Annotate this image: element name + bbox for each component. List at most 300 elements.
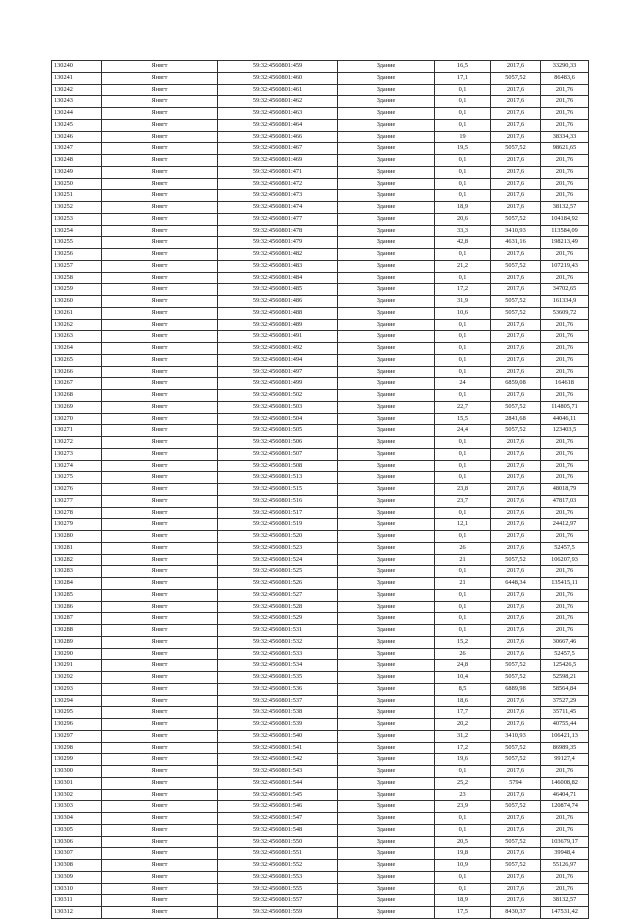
row-number-cell: 130306 <box>52 836 102 848</box>
table-row <box>52 401 589 413</box>
locality-cell: Янвгт <box>102 589 218 601</box>
row-number-cell: 130305 <box>52 824 102 836</box>
table-row <box>52 166 589 178</box>
area-cell: 0,1 <box>435 178 491 190</box>
object-type-cell: Здание <box>338 766 435 778</box>
cadastral-number-cell: 59:32:4560801:484 <box>218 272 338 284</box>
cadastral-number-cell: 59:32:4560801:523 <box>218 542 338 554</box>
locality-cell: Янвгт <box>102 108 218 120</box>
table-row <box>52 155 589 167</box>
area-cell: 23,7 <box>435 495 491 507</box>
area-cell: 0,1 <box>435 190 491 202</box>
object-type-cell: Здание <box>338 237 435 249</box>
locality-cell: Янвгт <box>102 871 218 883</box>
cadastral-number-cell: 59:32:4560801:471 <box>218 166 338 178</box>
row-number-cell: 130274 <box>52 460 102 472</box>
area-cell: 0,1 <box>435 96 491 108</box>
cadastral-value-cell: 201,76 <box>541 883 589 895</box>
specific-value-cell: 2017,6 <box>491 695 541 707</box>
cadastral-value-cell: 164618 <box>541 378 589 390</box>
row-number-cell: 130267 <box>52 378 102 390</box>
cadastral-number-cell: 59:32:4560801:463 <box>218 108 338 120</box>
area-cell: 42,8 <box>435 237 491 249</box>
area-cell: 0,1 <box>435 813 491 825</box>
cadastral-value-cell: 201,76 <box>541 190 589 202</box>
cadastral-number-cell: 59:32:4560801:513 <box>218 472 338 484</box>
cadastral-number-cell: 59:32:4560801:526 <box>218 578 338 590</box>
cadastral-number-cell: 59:32:4560801:520 <box>218 531 338 543</box>
specific-value-cell: 5057,52 <box>491 742 541 754</box>
cadastral-number-cell: 59:32:4560801:497 <box>218 366 338 378</box>
cadastral-number-cell: 59:32:4560801:546 <box>218 801 338 813</box>
row-number-cell: 130262 <box>52 319 102 331</box>
row-number-cell: 130285 <box>52 589 102 601</box>
specific-value-cell: 6448,34 <box>491 578 541 590</box>
cadastral-value-cell: 201,76 <box>541 824 589 836</box>
row-number-cell: 130248 <box>52 155 102 167</box>
cadastral-value-cell: 201,76 <box>541 319 589 331</box>
cadastral-value-cell: 201,76 <box>541 472 589 484</box>
locality-cell: Янвгт <box>102 531 218 543</box>
cadastral-value-cell: 201,76 <box>541 108 589 120</box>
row-number-cell: 130253 <box>52 213 102 225</box>
area-cell: 12,1 <box>435 519 491 531</box>
specific-value-cell: 2017,6 <box>491 343 541 355</box>
object-type-cell: Здание <box>338 378 435 390</box>
locality-cell: Янвгт <box>102 542 218 554</box>
area-cell: 26 <box>435 648 491 660</box>
locality-cell: Янвгт <box>102 613 218 625</box>
specific-value-cell: 2017,6 <box>491 895 541 907</box>
object-type-cell: Здание <box>338 742 435 754</box>
specific-value-cell: 2017,6 <box>491 766 541 778</box>
locality-cell: Янвгт <box>102 683 218 695</box>
object-type-cell: Здание <box>338 448 435 460</box>
specific-value-cell: 5057,52 <box>491 143 541 155</box>
cadastral-value-cell: 52457,5 <box>541 648 589 660</box>
cadastral-value-cell: 98621,65 <box>541 143 589 155</box>
cadastral-number-cell: 59:32:4560801:507 <box>218 448 338 460</box>
object-type-cell: Здание <box>338 895 435 907</box>
locality-cell: Янвгт <box>102 777 218 789</box>
object-type-cell: Здание <box>338 166 435 178</box>
cadastral-value-cell: 201,76 <box>541 366 589 378</box>
specific-value-cell: 2017,6 <box>491 871 541 883</box>
cadastral-value-cell: 201,76 <box>541 589 589 601</box>
row-number-cell: 130278 <box>52 507 102 519</box>
cadastral-value-cell: 201,76 <box>541 531 589 543</box>
table-row <box>52 695 589 707</box>
area-cell: 0,1 <box>435 766 491 778</box>
object-type-cell: Здание <box>338 601 435 613</box>
table-row <box>52 249 589 261</box>
row-number-cell: 130244 <box>52 108 102 120</box>
specific-value-cell: 5057,52 <box>491 296 541 308</box>
cadastral-value-cell: 201,76 <box>541 871 589 883</box>
cadastral-value-cell: 52598,21 <box>541 672 589 684</box>
table-row <box>52 343 589 355</box>
object-type-cell: Здание <box>338 789 435 801</box>
specific-value-cell: 6889,98 <box>491 683 541 695</box>
row-number-cell: 130300 <box>52 766 102 778</box>
row-number-cell: 130311 <box>52 895 102 907</box>
table-row <box>52 836 589 848</box>
locality-cell: Янвгт <box>102 448 218 460</box>
area-cell: 0,1 <box>435 601 491 613</box>
row-number-cell: 130301 <box>52 777 102 789</box>
specific-value-cell: 2017,6 <box>491 84 541 96</box>
object-type-cell: Здание <box>338 72 435 84</box>
table-row <box>52 801 589 813</box>
area-cell: 0,1 <box>435 119 491 131</box>
object-type-cell: Здание <box>338 472 435 484</box>
area-cell: 21,2 <box>435 260 491 272</box>
area-cell: 0,1 <box>435 589 491 601</box>
specific-value-cell: 5057,52 <box>491 554 541 566</box>
specific-value-cell: 2017,6 <box>491 354 541 366</box>
table-row <box>52 131 589 143</box>
specific-value-cell: 2017,6 <box>491 484 541 496</box>
object-type-cell: Здание <box>338 672 435 684</box>
area-cell: 19,8 <box>435 848 491 860</box>
row-number-cell: 130261 <box>52 307 102 319</box>
locality-cell: Янвгт <box>102 472 218 484</box>
area-cell: 22,7 <box>435 401 491 413</box>
row-number-cell: 130280 <box>52 531 102 543</box>
row-number-cell: 130287 <box>52 613 102 625</box>
table-row <box>52 378 589 390</box>
area-cell: 24,4 <box>435 425 491 437</box>
table-row <box>52 260 589 272</box>
object-type-cell: Здание <box>338 707 435 719</box>
object-type-cell: Здание <box>338 413 435 425</box>
specific-value-cell: 2017,6 <box>491 202 541 214</box>
object-type-cell: Здание <box>338 730 435 742</box>
row-number-cell: 130242 <box>52 84 102 96</box>
cadastral-value-cell: 86989,35 <box>541 742 589 754</box>
row-number-cell: 130296 <box>52 719 102 731</box>
row-number-cell: 130243 <box>52 96 102 108</box>
row-number-cell: 130279 <box>52 519 102 531</box>
cadastral-value-cell: 201,76 <box>541 566 589 578</box>
cadastral-value-cell: 161334,9 <box>541 296 589 308</box>
cadastral-value-cell: 38132,57 <box>541 202 589 214</box>
table-row <box>52 307 589 319</box>
locality-cell: Янвгт <box>102 460 218 472</box>
area-cell: 0,1 <box>435 249 491 261</box>
row-number-cell: 130290 <box>52 648 102 660</box>
cadastral-value-cell: 201,76 <box>541 766 589 778</box>
cadastral-number-cell: 59:32:4560801:532 <box>218 636 338 648</box>
area-cell: 31,2 <box>435 730 491 742</box>
cadastral-value-cell: 38132,57 <box>541 895 589 907</box>
specific-value-cell: 5057,52 <box>491 672 541 684</box>
cadastral-number-cell: 59:32:4560801:540 <box>218 730 338 742</box>
cadastral-number-cell: 59:32:4560801:552 <box>218 860 338 872</box>
cadastral-value-cell: 113584,09 <box>541 225 589 237</box>
specific-value-cell: 2017,6 <box>491 824 541 836</box>
object-type-cell: Здание <box>338 284 435 296</box>
object-type-cell: Здание <box>338 401 435 413</box>
object-type-cell: Здание <box>338 366 435 378</box>
object-type-cell: Здание <box>338 249 435 261</box>
cadastral-number-cell: 59:32:4560801:489 <box>218 319 338 331</box>
locality-cell: Янвгт <box>102 61 218 73</box>
object-type-cell: Здание <box>338 119 435 131</box>
cadastral-number-cell: 59:32:4560801:477 <box>218 213 338 225</box>
cadastral-value-cell: 106207,93 <box>541 554 589 566</box>
specific-value-cell: 2017,6 <box>491 707 541 719</box>
table-row <box>52 754 589 766</box>
area-cell: 10,9 <box>435 860 491 872</box>
cadastral-value-cell: 201,76 <box>541 84 589 96</box>
row-number-cell: 130304 <box>52 813 102 825</box>
cadastral-number-cell: 59:32:4560801:466 <box>218 131 338 143</box>
row-number-cell: 130298 <box>52 742 102 754</box>
table-row <box>52 589 589 601</box>
cadastral-value-cell: 107219,43 <box>541 260 589 272</box>
locality-cell: Янвгт <box>102 824 218 836</box>
table-row <box>52 119 589 131</box>
object-type-cell: Здание <box>338 437 435 449</box>
object-type-cell: Здание <box>338 307 435 319</box>
table-row <box>52 660 589 672</box>
table-row <box>52 601 589 613</box>
cadastral-number-cell: 59:32:4560801:531 <box>218 625 338 637</box>
cadastral-value-cell: 47817,03 <box>541 495 589 507</box>
object-type-cell: Здание <box>338 907 435 919</box>
locality-cell: Янвгт <box>102 272 218 284</box>
cadastral-value-cell: 33290,33 <box>541 61 589 73</box>
cadastral-number-cell: 59:32:4560801:483 <box>218 260 338 272</box>
object-type-cell: Здание <box>338 554 435 566</box>
specific-value-cell: 2017,6 <box>491 472 541 484</box>
object-type-cell: Здание <box>338 96 435 108</box>
table-row <box>52 366 589 378</box>
cadastral-value-cell: 201,76 <box>541 507 589 519</box>
cadastral-value-cell: 201,76 <box>541 437 589 449</box>
cadastral-value-cell: 198213,49 <box>541 237 589 249</box>
area-cell: 0,1 <box>435 883 491 895</box>
area-cell: 23,9 <box>435 801 491 813</box>
object-type-cell: Здание <box>338 202 435 214</box>
table-row <box>52 683 589 695</box>
object-type-cell: Здание <box>338 848 435 860</box>
row-number-cell: 130250 <box>52 178 102 190</box>
locality-cell: Янвгт <box>102 730 218 742</box>
specific-value-cell: 2017,6 <box>491 249 541 261</box>
cadastral-value-table <box>51 60 589 919</box>
locality-cell: Янвгт <box>102 672 218 684</box>
cadastral-number-cell: 59:32:4560801:528 <box>218 601 338 613</box>
locality-cell: Янвгт <box>102 119 218 131</box>
cadastral-value-cell: 35711,45 <box>541 707 589 719</box>
locality-cell: Янвгт <box>102 554 218 566</box>
cadastral-value-cell: 52457,5 <box>541 542 589 554</box>
area-cell: 23 <box>435 789 491 801</box>
locality-cell: Янвгт <box>102 366 218 378</box>
area-cell: 19,6 <box>435 754 491 766</box>
cadastral-value-cell: 39948,4 <box>541 848 589 860</box>
cadastral-number-cell: 59:32:4560801:534 <box>218 660 338 672</box>
row-number-cell: 130307 <box>52 848 102 860</box>
object-type-cell: Здание <box>338 660 435 672</box>
locality-cell: Янвгт <box>102 296 218 308</box>
specific-value-cell: 2017,6 <box>491 331 541 343</box>
cadastral-number-cell: 59:32:4560801:551 <box>218 848 338 860</box>
cadastral-number-cell: 59:32:4560801:486 <box>218 296 338 308</box>
locality-cell: Янвгт <box>102 578 218 590</box>
specific-value-cell: 2017,6 <box>491 96 541 108</box>
specific-value-cell: 2017,6 <box>491 519 541 531</box>
table-row <box>52 707 589 719</box>
locality-cell: Янвгт <box>102 801 218 813</box>
row-number-cell: 130309 <box>52 871 102 883</box>
table-row <box>52 848 589 860</box>
object-type-cell: Здание <box>338 813 435 825</box>
area-cell: 0,1 <box>435 84 491 96</box>
object-type-cell: Здание <box>338 871 435 883</box>
object-type-cell: Здание <box>338 354 435 366</box>
area-cell: 23,8 <box>435 484 491 496</box>
area-cell: 33,3 <box>435 225 491 237</box>
locality-cell: Янвгт <box>102 260 218 272</box>
specific-value-cell: 2017,6 <box>491 272 541 284</box>
object-type-cell: Здание <box>338 108 435 120</box>
row-number-cell: 130289 <box>52 636 102 648</box>
cadastral-number-cell: 59:32:4560801:474 <box>218 202 338 214</box>
area-cell: 17,2 <box>435 284 491 296</box>
specific-value-cell: 2017,6 <box>491 625 541 637</box>
table-row <box>52 824 589 836</box>
specific-value-cell: 5057,52 <box>491 72 541 84</box>
cadastral-number-cell: 59:32:4560801:536 <box>218 683 338 695</box>
row-number-cell: 130260 <box>52 296 102 308</box>
object-type-cell: Здание <box>338 225 435 237</box>
cadastral-number-cell: 59:32:4560801:506 <box>218 437 338 449</box>
object-type-cell: Здание <box>338 860 435 872</box>
row-number-cell: 130268 <box>52 390 102 402</box>
row-number-cell: 130312 <box>52 907 102 919</box>
cadastral-number-cell: 59:32:4560801:550 <box>218 836 338 848</box>
specific-value-cell: 2017,6 <box>491 601 541 613</box>
object-type-cell: Здание <box>338 319 435 331</box>
cadastral-number-cell: 59:32:4560801:527 <box>218 589 338 601</box>
area-cell: 0,1 <box>435 472 491 484</box>
object-type-cell: Здание <box>338 777 435 789</box>
row-number-cell: 130286 <box>52 601 102 613</box>
row-number-cell: 130292 <box>52 672 102 684</box>
cadastral-number-cell: 59:32:4560801:538 <box>218 707 338 719</box>
cadastral-value-cell: 58564,84 <box>541 683 589 695</box>
specific-value-cell: 2017,6 <box>491 566 541 578</box>
object-type-cell: Здание <box>338 460 435 472</box>
cadastral-value-cell: 103679,17 <box>541 836 589 848</box>
specific-value-cell: 2017,6 <box>491 789 541 801</box>
row-number-cell: 130255 <box>52 237 102 249</box>
table-row <box>52 907 589 919</box>
specific-value-cell: 2017,6 <box>491 636 541 648</box>
locality-cell: Янвгт <box>102 519 218 531</box>
locality-cell: Янвгт <box>102 96 218 108</box>
area-cell: 0,1 <box>435 566 491 578</box>
document-page <box>51 60 588 919</box>
object-type-cell: Здание <box>338 495 435 507</box>
table-row <box>52 460 589 472</box>
table-row <box>52 636 589 648</box>
cadastral-value-cell: 123403,5 <box>541 425 589 437</box>
area-cell: 8,5 <box>435 683 491 695</box>
cadastral-value-cell: 201,76 <box>541 272 589 284</box>
cadastral-value-cell: 55126,97 <box>541 860 589 872</box>
area-cell: 0,1 <box>435 460 491 472</box>
specific-value-cell: 2017,6 <box>491 366 541 378</box>
object-type-cell: Здание <box>338 625 435 637</box>
area-cell: 0,1 <box>435 871 491 883</box>
cadastral-number-cell: 59:32:4560801:517 <box>218 507 338 519</box>
row-number-cell: 130263 <box>52 331 102 343</box>
table-row <box>52 296 589 308</box>
table-row <box>52 96 589 108</box>
cadastral-number-cell: 59:32:4560801:547 <box>218 813 338 825</box>
cadastral-value-cell: 44046,11 <box>541 413 589 425</box>
area-cell: 10,4 <box>435 672 491 684</box>
locality-cell: Янвгт <box>102 213 218 225</box>
cadastral-value-cell: 114805,71 <box>541 401 589 413</box>
table-row <box>52 860 589 872</box>
area-cell: 26 <box>435 542 491 554</box>
table-row <box>52 813 589 825</box>
locality-cell: Янвгт <box>102 848 218 860</box>
table-row <box>52 566 589 578</box>
cadastral-number-cell: 59:32:4560801:505 <box>218 425 338 437</box>
object-type-cell: Здание <box>338 178 435 190</box>
cadastral-number-cell: 59:32:4560801:544 <box>218 777 338 789</box>
table-row <box>52 719 589 731</box>
area-cell: 21 <box>435 554 491 566</box>
specific-value-cell: 5057,52 <box>491 754 541 766</box>
cadastral-number-cell: 59:32:4560801:537 <box>218 695 338 707</box>
cadastral-number-cell: 59:32:4560801:553 <box>218 871 338 883</box>
row-number-cell: 130277 <box>52 495 102 507</box>
locality-cell: Янвгт <box>102 719 218 731</box>
area-cell: 0,1 <box>435 507 491 519</box>
specific-value-cell: 2017,6 <box>491 719 541 731</box>
object-type-cell: Здание <box>338 84 435 96</box>
cadastral-value-cell: 106421,13 <box>541 730 589 742</box>
locality-cell: Янвгт <box>102 484 218 496</box>
row-number-cell: 130271 <box>52 425 102 437</box>
area-cell: 0,1 <box>435 343 491 355</box>
cadastral-number-cell: 59:32:4560801:479 <box>218 237 338 249</box>
specific-value-cell: 2017,6 <box>491 648 541 660</box>
specific-value-cell: 2017,6 <box>491 531 541 543</box>
specific-value-cell: 2017,6 <box>491 284 541 296</box>
table-row <box>52 225 589 237</box>
locality-cell: Янвгт <box>102 766 218 778</box>
object-type-cell: Здание <box>338 754 435 766</box>
table-row <box>52 495 589 507</box>
area-cell: 21 <box>435 578 491 590</box>
object-type-cell: Здание <box>338 883 435 895</box>
cadastral-number-cell: 59:32:4560801:467 <box>218 143 338 155</box>
area-cell: 0,1 <box>435 625 491 637</box>
cadastral-number-cell: 59:32:4560801:533 <box>218 648 338 660</box>
area-cell: 0,1 <box>435 272 491 284</box>
cadastral-value-cell: 201,76 <box>541 178 589 190</box>
cadastral-value-cell: 201,76 <box>541 249 589 261</box>
locality-cell: Янвгт <box>102 343 218 355</box>
